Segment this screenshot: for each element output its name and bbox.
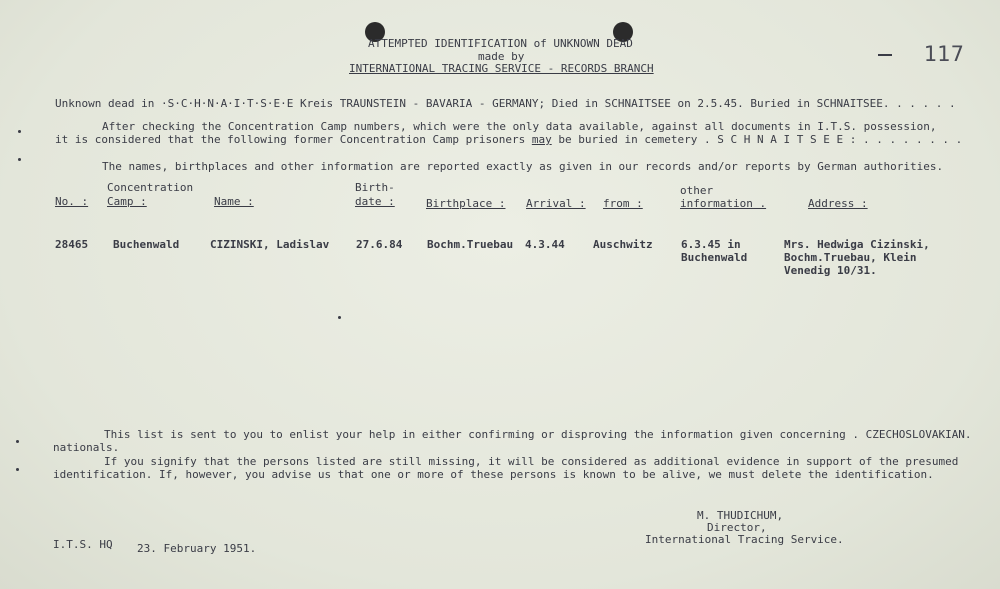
col-camp-top: Concentration — [107, 181, 194, 194]
col-no: No. : — [55, 195, 89, 208]
footer-paragraph-1-line1: This list is sent to you to enlist your help in either confirming or disproving the information given concerning . CZECHOSLOVAKIAN. — [104, 428, 972, 441]
row-address-2: Bochm.Truebau, Klein — [784, 251, 917, 264]
col-other-top: other — [680, 184, 714, 197]
header-made-by: made by — [478, 50, 525, 63]
margin-mark — [338, 316, 341, 319]
signature-organization: International Tracing Service. — [645, 533, 844, 546]
col-birthdate: date : — [355, 195, 395, 208]
row-no: 28465 — [55, 238, 89, 251]
col-name: Name : — [214, 195, 254, 208]
margin-dash — [878, 54, 892, 56]
row-camp: Buchenwald — [113, 238, 180, 251]
margin-mark — [18, 130, 21, 133]
page-number: 117 — [923, 42, 964, 66]
signature-name: M. THUDICHUM, — [697, 509, 784, 522]
col-birth-top: Birth- — [355, 181, 395, 194]
footer-paragraph-1-line2: nationals. — [53, 441, 120, 454]
col-address: Address : — [808, 197, 868, 210]
date: 23. February 1951. — [137, 542, 257, 555]
col-from: from : — [603, 197, 643, 210]
row-other-2: Buchenwald — [681, 251, 748, 264]
margin-mark — [16, 440, 19, 443]
row-birthdate: 27.6.84 — [356, 238, 403, 251]
intro-paragraph-line1: After checking the Concentration Camp numbers, which were the only data available, against all documents in I.T.S. possession, — [102, 120, 937, 133]
footer-paragraph-2-line1: If you signify that the persons listed are still missing, it will be considered as additional evidence in support of the presumed — [104, 455, 959, 468]
col-birthplace: Birthplace : — [426, 197, 506, 210]
col-other: information . — [680, 197, 767, 210]
row-other-1: 6.3.45 in — [681, 238, 741, 251]
margin-mark — [18, 158, 21, 161]
row-from: Auschwitz — [593, 238, 653, 251]
row-birthplace: Bochm.Truebau — [427, 238, 514, 251]
signature-title: Director, — [707, 521, 767, 534]
margin-mark — [16, 468, 19, 471]
row-address-1: Mrs. Hedwiga Cizinski, — [784, 238, 930, 251]
footer-paragraph-2-line2: identification. If, however, you advise us that one or more of these persons is known to be alive, we must delete the identification. — [53, 468, 934, 481]
col-camp: Camp : — [107, 195, 147, 208]
row-name: CIZINSKI, Ladislav — [210, 238, 330, 251]
header-branch: INTERNATIONAL TRACING SERVICE - RECORDS BRANCH — [349, 62, 654, 75]
col-arrival: Arrival : — [526, 197, 586, 210]
row-arrival: 4.3.44 — [525, 238, 565, 251]
intro-paragraph-2: The names, birthplaces and other information are reported exactly as given in our records and/or reports by German authorities. — [102, 160, 944, 173]
header-title: ATTEMPTED IDENTIFICATION of UNKNOWN DEAD — [368, 37, 633, 50]
place: I.T.S. HQ — [53, 538, 113, 551]
row-address-3: Venedig 10/31. — [784, 264, 877, 277]
intro-paragraph-line2: it is considered that the following former Concentration Camp prisoners may be buried in cemetery . S C H N A I T S E E : . . . . . . . . — [55, 133, 963, 146]
unknown-dead-line: Unknown dead in ·S·C·H·N·A·I·T·S·E·E Kreis TRAUNSTEIN - BAVARIA - GERMANY; Died in SCHNAITSEE on 2.5.45. Buried in SCHNAITSEE. . . . . . — [55, 97, 956, 110]
